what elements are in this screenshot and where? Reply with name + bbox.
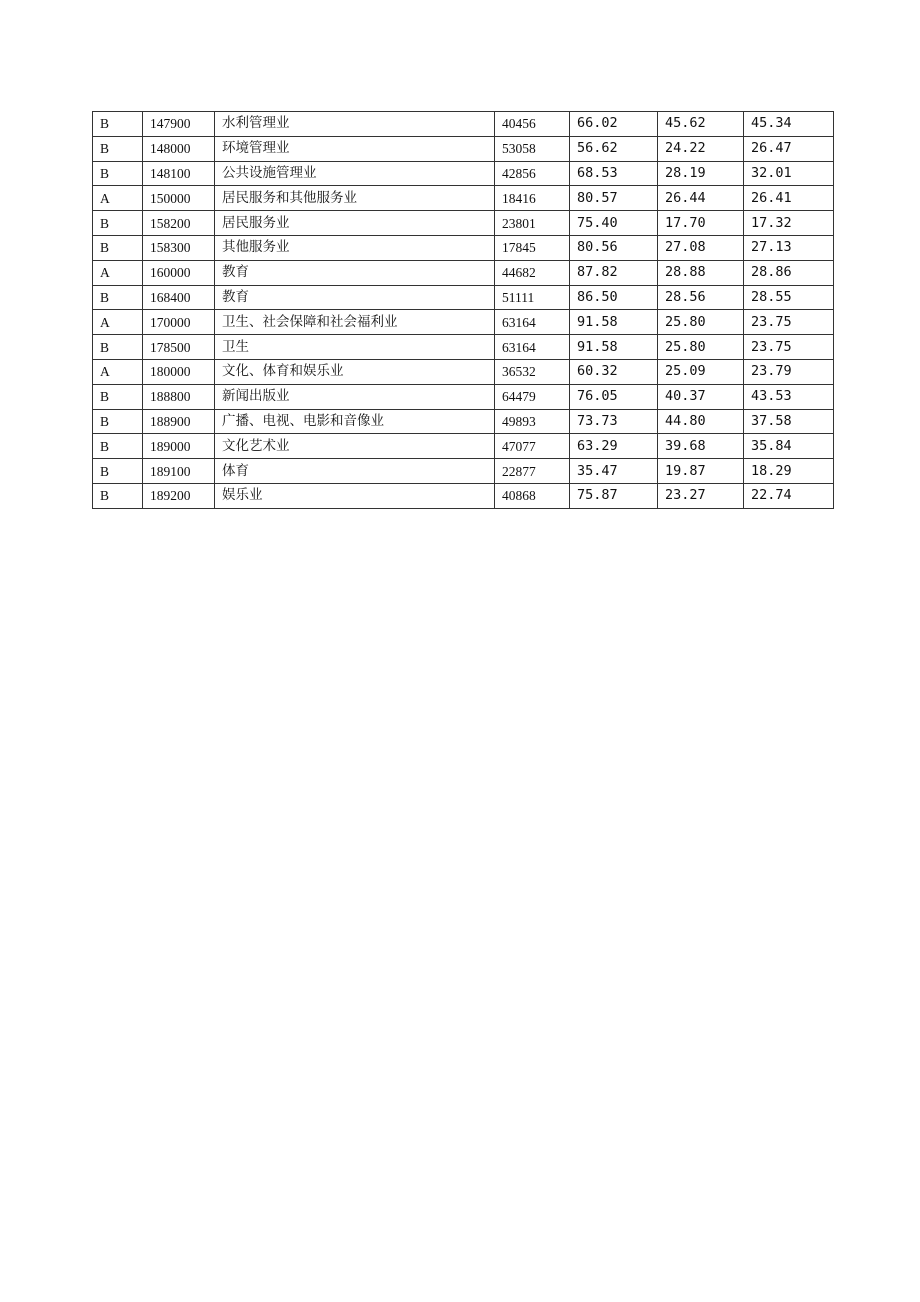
value-cell: 23801 (495, 211, 570, 236)
table-row (93, 335, 834, 360)
value-cell: 51111 (495, 285, 570, 310)
industry-name-cell: 体育 (215, 459, 495, 484)
code-cell: 189200 (143, 483, 215, 508)
industry-name-cell: 其他服务业 (215, 235, 495, 260)
ratio-cell-a: 25.09 (658, 359, 744, 384)
ratio-cell-b: 23.75 (744, 310, 834, 335)
level-cell: B (93, 235, 143, 260)
ratio-cell-b: 17.32 (744, 211, 834, 236)
ratio-cell-b: 45.34 (744, 112, 834, 137)
table-row (93, 112, 834, 137)
code-cell: 168400 (143, 285, 215, 310)
code-cell: 180000 (143, 359, 215, 384)
level-cell: A (93, 310, 143, 335)
ratio-cell-b: 23.75 (744, 335, 834, 360)
code-cell: 188800 (143, 384, 215, 409)
industry-name-cell: 广播、电视、电影和音像业 (215, 409, 495, 434)
level-cell: B (93, 136, 143, 161)
percent-cell: 68.53 (570, 161, 658, 186)
table-row (93, 260, 834, 285)
percent-cell: 86.50 (570, 285, 658, 310)
percent-cell: 75.40 (570, 211, 658, 236)
percent-cell: 76.05 (570, 384, 658, 409)
industry-name-cell: 新闻出版业 (215, 384, 495, 409)
level-cell: A (93, 359, 143, 384)
code-cell: 160000 (143, 260, 215, 285)
percent-cell: 66.02 (570, 112, 658, 137)
code-cell: 158300 (143, 235, 215, 260)
ratio-cell-a: 28.19 (658, 161, 744, 186)
ratio-cell-a: 45.62 (658, 112, 744, 137)
level-cell: B (93, 211, 143, 236)
level-cell: B (93, 112, 143, 137)
value-cell: 17845 (495, 235, 570, 260)
industry-name-cell: 卫生 (215, 335, 495, 360)
ratio-cell-a: 28.56 (658, 285, 744, 310)
percent-cell: 80.57 (570, 186, 658, 211)
value-cell: 40868 (495, 483, 570, 508)
code-cell: 148000 (143, 136, 215, 161)
level-cell: B (93, 384, 143, 409)
value-cell: 53058 (495, 136, 570, 161)
table-row (93, 310, 834, 335)
percent-cell: 91.58 (570, 310, 658, 335)
table-row (93, 285, 834, 310)
ratio-cell-b: 23.79 (744, 359, 834, 384)
value-cell: 63164 (495, 310, 570, 335)
value-cell: 47077 (495, 434, 570, 459)
percent-cell: 63.29 (570, 434, 658, 459)
level-cell: B (93, 434, 143, 459)
level-cell: B (93, 409, 143, 434)
code-cell: 189100 (143, 459, 215, 484)
level-cell: B (93, 335, 143, 360)
industry-name-cell: 水利管理业 (215, 112, 495, 137)
value-cell: 22877 (495, 459, 570, 484)
table-row (93, 359, 834, 384)
code-cell: 178500 (143, 335, 215, 360)
ratio-cell-a: 40.37 (658, 384, 744, 409)
percent-cell: 80.56 (570, 235, 658, 260)
level-cell: A (93, 186, 143, 211)
value-cell: 40456 (495, 112, 570, 137)
table-body (93, 112, 834, 509)
industry-name-cell: 娱乐业 (215, 483, 495, 508)
table-row (93, 459, 834, 484)
ratio-cell-b: 26.41 (744, 186, 834, 211)
percent-cell: 60.32 (570, 359, 658, 384)
code-cell: 188900 (143, 409, 215, 434)
table-row (93, 409, 834, 434)
level-cell: B (93, 483, 143, 508)
table-row (93, 384, 834, 409)
ratio-cell-b: 43.53 (744, 384, 834, 409)
ratio-cell-b: 18.29 (744, 459, 834, 484)
percent-cell: 87.82 (570, 260, 658, 285)
ratio-cell-a: 28.88 (658, 260, 744, 285)
ratio-cell-b: 28.86 (744, 260, 834, 285)
value-cell: 36532 (495, 359, 570, 384)
ratio-cell-b: 22.74 (744, 483, 834, 508)
ratio-cell-b: 35.84 (744, 434, 834, 459)
table-row (93, 136, 834, 161)
value-cell: 42856 (495, 161, 570, 186)
ratio-cell-b: 32.01 (744, 161, 834, 186)
level-cell: B (93, 161, 143, 186)
ratio-cell-a: 23.27 (658, 483, 744, 508)
table-row (93, 186, 834, 211)
ratio-cell-a: 25.80 (658, 335, 744, 360)
industry-name-cell: 文化艺术业 (215, 434, 495, 459)
value-cell: 64479 (495, 384, 570, 409)
industry-name-cell: 居民服务业 (215, 211, 495, 236)
code-cell: 158200 (143, 211, 215, 236)
level-cell: B (93, 459, 143, 484)
ratio-cell-a: 39.68 (658, 434, 744, 459)
value-cell: 63164 (495, 335, 570, 360)
percent-cell: 35.47 (570, 459, 658, 484)
industry-name-cell: 公共设施管理业 (215, 161, 495, 186)
percent-cell: 75.87 (570, 483, 658, 508)
ratio-cell-b: 28.55 (744, 285, 834, 310)
value-cell: 44682 (495, 260, 570, 285)
table-row (93, 235, 834, 260)
table-row (93, 211, 834, 236)
industry-name-cell: 环境管理业 (215, 136, 495, 161)
code-cell: 148100 (143, 161, 215, 186)
industry-name-cell: 居民服务和其他服务业 (215, 186, 495, 211)
ratio-cell-b: 37.58 (744, 409, 834, 434)
value-cell: 18416 (495, 186, 570, 211)
ratio-cell-a: 24.22 (658, 136, 744, 161)
ratio-cell-a: 26.44 (658, 186, 744, 211)
ratio-cell-a: 44.80 (658, 409, 744, 434)
table-row (93, 161, 834, 186)
industry-data-table (92, 111, 834, 509)
ratio-cell-a: 27.08 (658, 235, 744, 260)
level-cell: B (93, 285, 143, 310)
industry-name-cell: 教育 (215, 260, 495, 285)
code-cell: 189000 (143, 434, 215, 459)
percent-cell: 73.73 (570, 409, 658, 434)
value-cell: 49893 (495, 409, 570, 434)
table-row (93, 483, 834, 508)
ratio-cell-b: 26.47 (744, 136, 834, 161)
code-cell: 170000 (143, 310, 215, 335)
industry-name-cell: 文化、体育和娱乐业 (215, 359, 495, 384)
ratio-cell-b: 27.13 (744, 235, 834, 260)
industry-name-cell: 卫生、社会保障和社会福利业 (215, 310, 495, 335)
ratio-cell-a: 19.87 (658, 459, 744, 484)
ratio-cell-a: 17.70 (658, 211, 744, 236)
code-cell: 147900 (143, 112, 215, 137)
percent-cell: 91.58 (570, 335, 658, 360)
percent-cell: 56.62 (570, 136, 658, 161)
industry-name-cell: 教育 (215, 285, 495, 310)
table-row (93, 434, 834, 459)
level-cell: A (93, 260, 143, 285)
code-cell: 150000 (143, 186, 215, 211)
ratio-cell-a: 25.80 (658, 310, 744, 335)
